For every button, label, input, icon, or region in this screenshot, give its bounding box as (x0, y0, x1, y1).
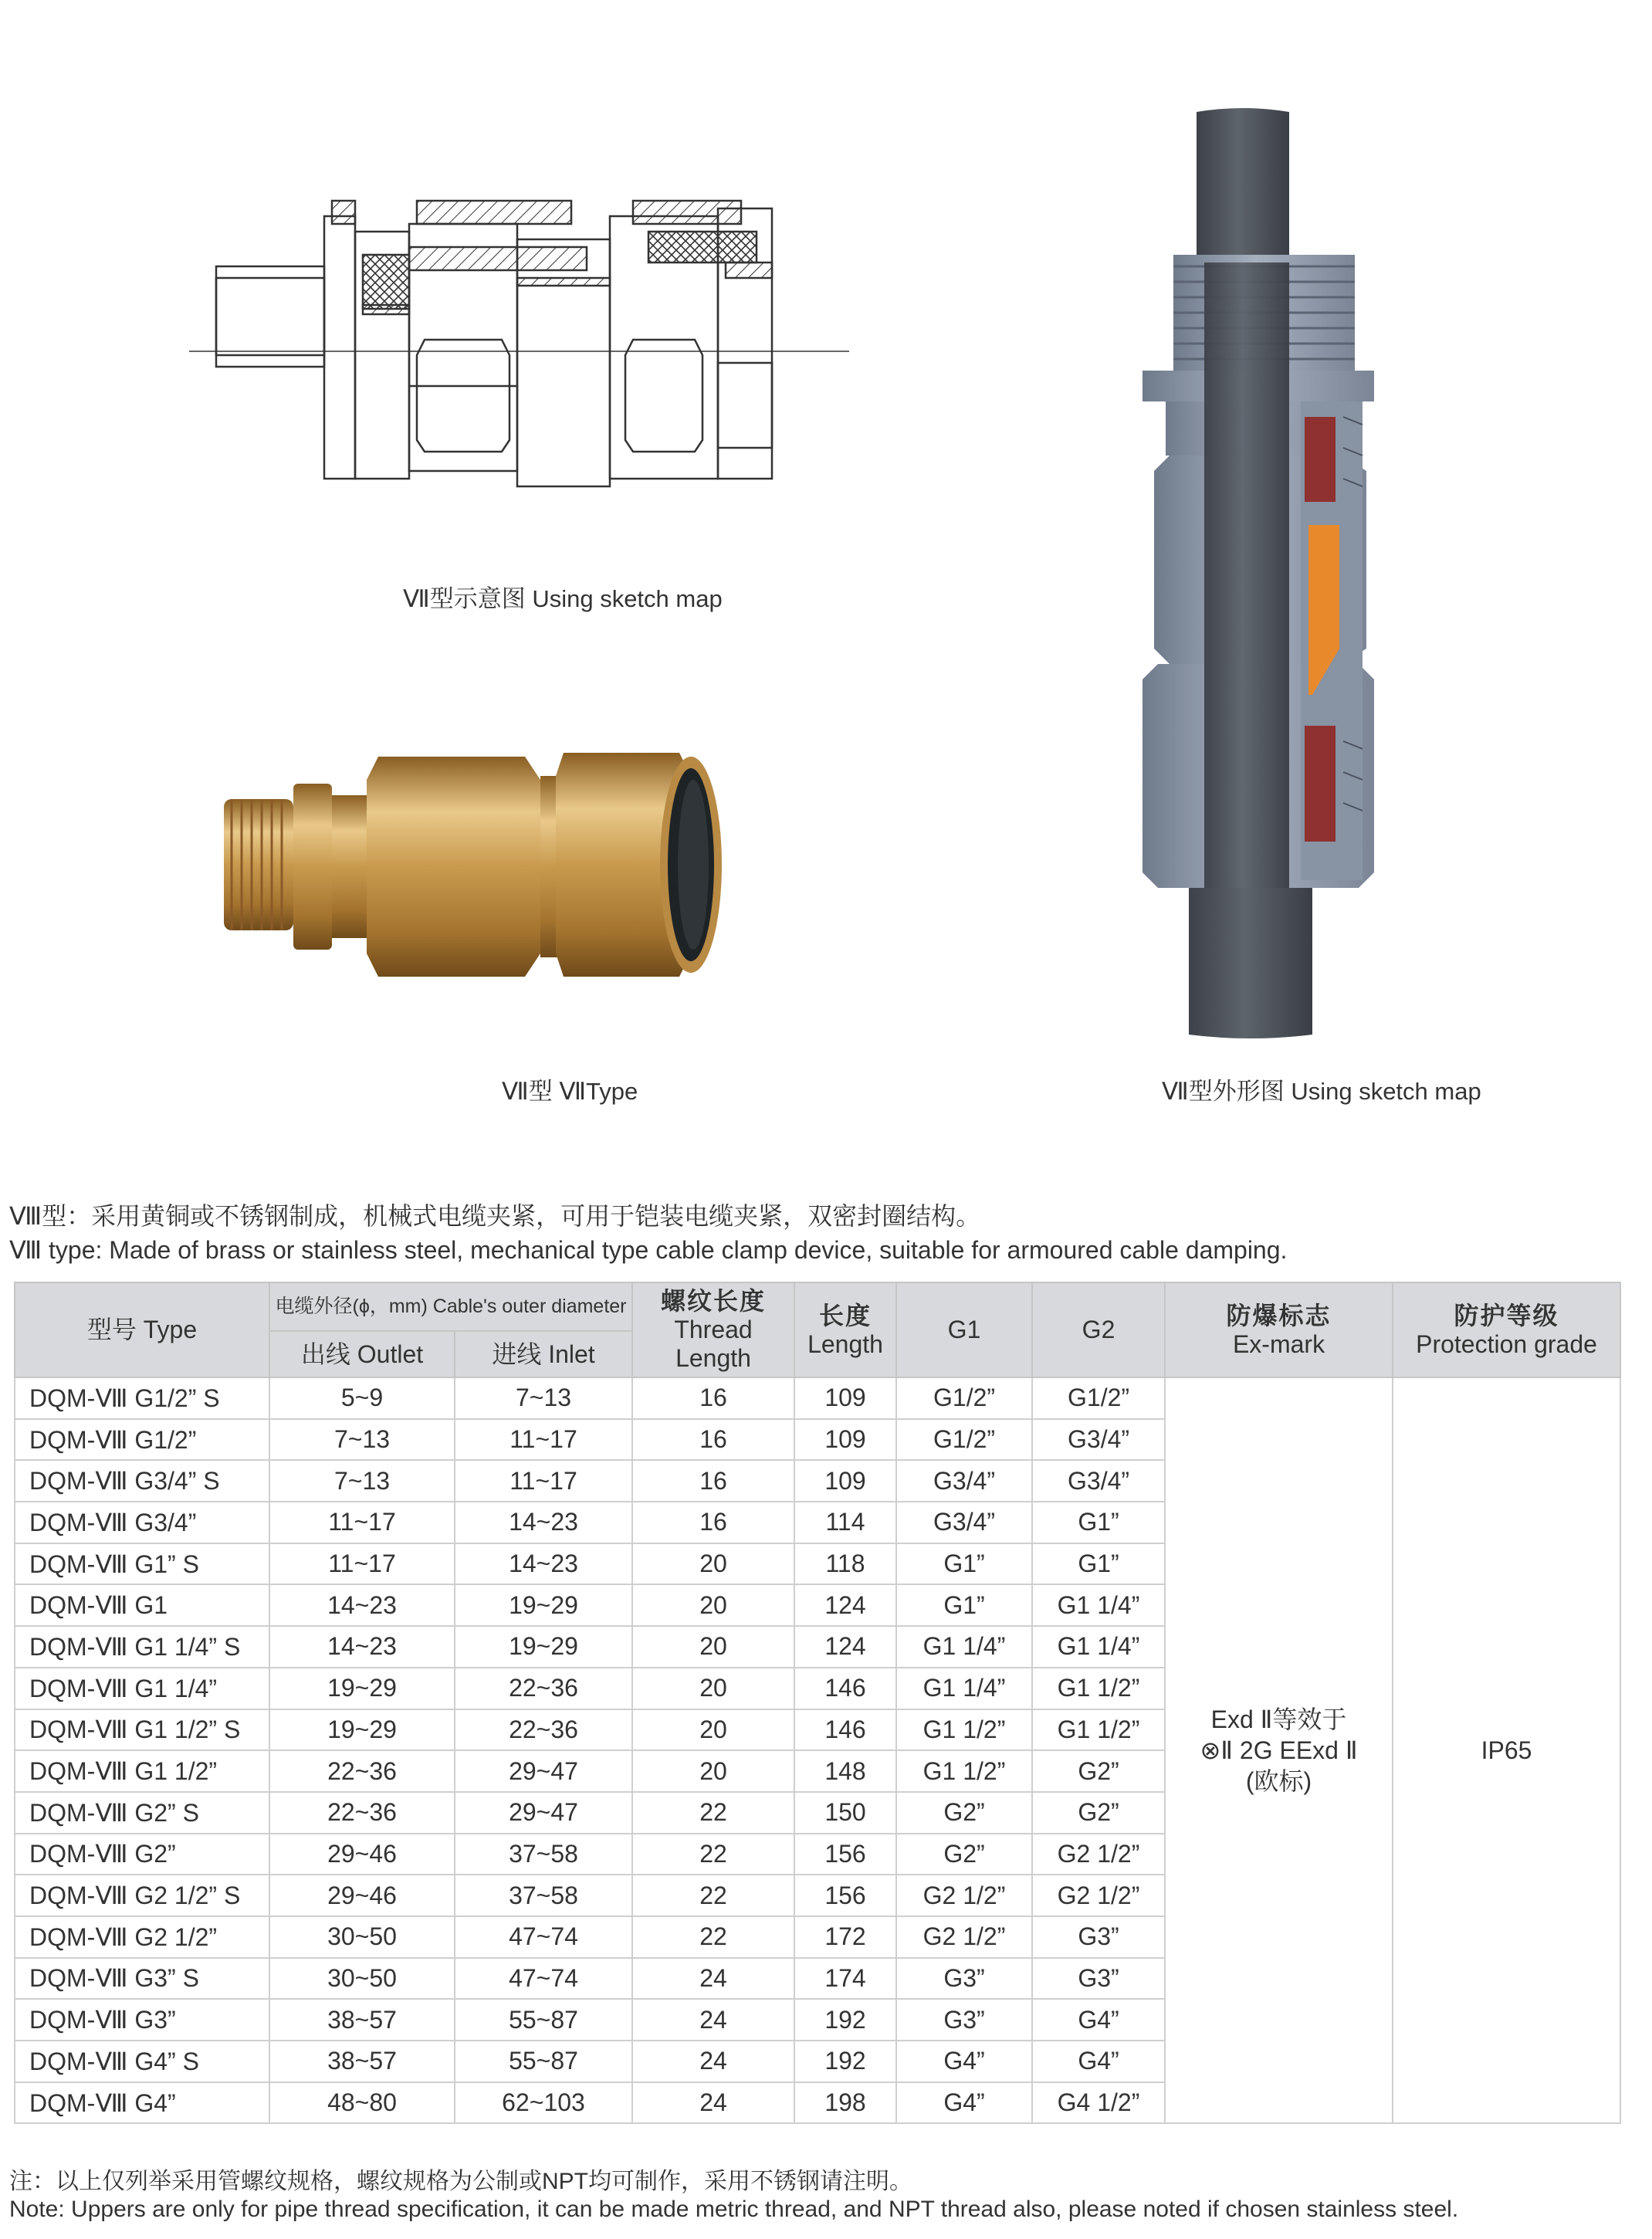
cell-length: 146 (794, 1668, 896, 1709)
cell-thread-length: 16 (632, 1460, 794, 1502)
cell-length: 156 (794, 1875, 896, 1916)
cell-outlet: 7~13 (269, 1419, 455, 1461)
cell-inlet: 14~23 (455, 1543, 632, 1585)
cell-g2: G1 1/2” (1032, 1709, 1165, 1751)
description-zh: Ⅷ型：采用黄铜或不锈钢制成，机械式电缆夹紧，可用于铠装电缆夹紧，双密封圈结构。 (9, 1202, 981, 1230)
cell-type: DQM-Ⅷ G1 1/4” S (15, 1626, 269, 1668)
cell-inlet: 22~36 (455, 1668, 632, 1709)
table-row (15, 1377, 1620, 1419)
cell-type: DQM-Ⅷ G2” S (15, 1792, 269, 1834)
cell-inlet: 7~13 (455, 1377, 632, 1419)
header-ex-mark: 防爆标志 Ex-mark (1165, 1282, 1393, 1377)
cell-length: 114 (794, 1502, 896, 1543)
cell-type: DQM-Ⅷ G1 1/2” (15, 1750, 269, 1792)
cell-outlet: 38~57 (269, 2041, 455, 2082)
cell-g1: G2” (896, 1834, 1032, 1875)
cell-outlet: 30~50 (269, 1916, 455, 1958)
ex-mark-cell (1165, 1377, 1393, 2123)
cell-thread-length: 20 (632, 1626, 794, 1668)
header-cable-diameter: 电缆外径(ϕ，mm) Cable's outer diameter (269, 1282, 632, 1331)
cell-g2: G1/2” (1032, 1377, 1165, 1419)
cell-type: DQM-Ⅷ G3/4” S (15, 1460, 269, 1502)
cell-inlet: 62~103 (455, 2082, 632, 2124)
protection-grade-cell: IP65 (1393, 1377, 1620, 2123)
cell-type: DQM-Ⅷ G1 (15, 1584, 269, 1626)
cell-length: 109 (794, 1377, 896, 1419)
cell-thread-length: 24 (632, 1958, 794, 2000)
cell-inlet: 37~58 (455, 1834, 632, 1875)
cell-length: 109 (794, 1460, 896, 1502)
cell-outlet: 38~57 (269, 1999, 455, 2041)
cell-type: DQM-Ⅷ G2 1/2” S (15, 1875, 269, 1916)
header-length: 长度 Length (794, 1282, 896, 1377)
header-thread-length: 螺纹长度 Thread Length (632, 1282, 794, 1377)
sketch-caption: Ⅶ型示意图 Using sketch map (403, 585, 723, 612)
cell-thread-length: 22 (632, 1916, 794, 1958)
cell-g1: G1” (896, 1543, 1032, 1585)
header-inlet: 进线 Inlet (455, 1331, 632, 1377)
cell-inlet: 47~74 (455, 1916, 632, 1958)
cell-thread-length: 20 (632, 1543, 794, 1585)
cell-inlet: 19~29 (455, 1584, 632, 1626)
note-zh: 注：以上仅列举采用管螺纹规格，螺纹规格为公制或NPT均可制作，采用不锈钢请注明。 (9, 2169, 912, 2194)
header-protection-grade: 防护等级 Protection grade (1393, 1282, 1620, 1377)
cell-g1: G2 1/2” (896, 1875, 1032, 1916)
cell-type: DQM-Ⅷ G3/4” (15, 1502, 269, 1543)
cell-thread-length: 24 (632, 2082, 794, 2124)
cell-g2: G3/4” (1032, 1419, 1165, 1461)
cell-type: DQM-Ⅷ G4” (15, 2082, 269, 2124)
cell-length: 124 (794, 1584, 896, 1626)
cell-type: DQM-Ⅷ G1/2” (15, 1419, 269, 1461)
cell-type: DQM-Ⅷ G1 1/4” (15, 1668, 269, 1709)
cell-g2: G2 1/2” (1032, 1875, 1165, 1916)
cell-outlet: 48~80 (269, 2082, 455, 2124)
cell-length: 146 (794, 1709, 896, 1751)
cell-type: DQM-Ⅷ G2” (15, 1834, 269, 1875)
outline-drawing (1081, 108, 1467, 1042)
cell-g1: G1/2” (896, 1377, 1032, 1419)
cell-thread-length: 16 (632, 1419, 794, 1461)
cell-g1: G3/4” (896, 1460, 1032, 1502)
cell-g2: G4” (1032, 2041, 1165, 2082)
cell-thread-length: 24 (632, 2041, 794, 2082)
cell-inlet: 29~47 (455, 1750, 632, 1792)
cell-thread-length: 20 (632, 1709, 794, 1751)
cell-g2: G3” (1032, 1958, 1165, 2000)
cell-outlet: 11~17 (269, 1502, 455, 1543)
cell-g1: G1/2” (896, 1419, 1032, 1461)
spec-table (14, 1282, 1621, 2124)
cell-g2: G1 1/2” (1032, 1668, 1165, 1709)
cell-g2: G1” (1032, 1502, 1165, 1543)
cell-inlet: 22~36 (455, 1709, 632, 1751)
cell-inlet: 55~87 (455, 2041, 632, 2082)
cell-length: 174 (794, 1958, 896, 2000)
cell-outlet: 19~29 (269, 1709, 455, 1751)
cell-outlet: 29~46 (269, 1875, 455, 1916)
cell-length: 172 (794, 1916, 896, 1958)
ex-mark-line: Exd Ⅱ等效于 (1210, 1706, 1347, 1734)
cell-outlet: 19~29 (269, 1668, 455, 1709)
cell-g1: G1 1/2” (896, 1750, 1032, 1792)
cell-g2: G2 1/2” (1032, 1834, 1165, 1875)
cell-g2: G4 1/2” (1032, 2082, 1165, 2124)
header-outlet: 出线 Outlet (269, 1331, 455, 1377)
note-en: Note: Uppers are only for pipe thread specification, it can be made metric thread, and NPT thread also, please noted if chosen stainless steel. (9, 2197, 1459, 2222)
header-g1: G1 (896, 1282, 1032, 1377)
cell-inlet: 11~17 (455, 1419, 632, 1461)
cell-type: DQM-Ⅷ G3” S (15, 1958, 269, 2000)
cell-g2: G2” (1032, 1750, 1165, 1792)
ex-mark-line: ⊗Ⅱ 2G EExd Ⅱ (1200, 1736, 1358, 1765)
cell-type: DQM-Ⅷ G1” S (15, 1543, 269, 1585)
cell-thread-length: 16 (632, 1502, 794, 1543)
cell-type: DQM-Ⅷ G3” (15, 1999, 269, 2041)
cell-g2: G1” (1032, 1543, 1165, 1585)
cell-length: 118 (794, 1543, 896, 1585)
cell-outlet: 7~13 (269, 1460, 455, 1502)
cell-inlet: 55~87 (455, 1999, 632, 2041)
cell-type: DQM-Ⅷ G1/2” S (15, 1377, 269, 1419)
cell-g1: G3/4” (896, 1502, 1032, 1543)
cell-inlet: 37~58 (455, 1875, 632, 1916)
photo-caption: Ⅶ型 ⅦType (502, 1078, 638, 1105)
cell-g2: G1 1/4” (1032, 1626, 1165, 1668)
brass-gland-photo (216, 722, 834, 1000)
cell-g1: G3” (896, 1999, 1032, 2041)
cell-inlet: 47~74 (455, 1958, 632, 2000)
header-type: 型号 Type (15, 1282, 269, 1377)
sketch-drawing (185, 185, 865, 517)
cell-g2: G1 1/4” (1032, 1584, 1165, 1626)
cell-thread-length: 20 (632, 1584, 794, 1626)
cell-thread-length: 22 (632, 1875, 794, 1916)
cell-length: 156 (794, 1834, 896, 1875)
cell-inlet: 19~29 (455, 1626, 632, 1668)
cell-length: 148 (794, 1750, 896, 1792)
cell-thread-length: 16 (632, 1377, 794, 1419)
cell-thread-length: 22 (632, 1792, 794, 1834)
header-g2: G2 (1032, 1282, 1165, 1377)
cell-g2: G4” (1032, 1999, 1165, 2041)
cell-thread-length: 24 (632, 1999, 794, 2041)
cell-outlet: 22~36 (269, 1792, 455, 1834)
cell-type: DQM-Ⅷ G2 1/2” (15, 1916, 269, 1958)
cell-type: DQM-Ⅷ G4” S (15, 2041, 269, 2082)
cell-type: DQM-Ⅷ G1 1/2” S (15, 1709, 269, 1751)
cell-g1: G1 1/4” (896, 1668, 1032, 1709)
cell-length: 192 (794, 2041, 896, 2082)
cell-inlet: 14~23 (455, 1502, 632, 1543)
cell-thread-length: 22 (632, 1834, 794, 1875)
cell-outlet: 11~17 (269, 1543, 455, 1585)
cell-length: 150 (794, 1792, 896, 1834)
cell-length: 192 (794, 1999, 896, 2041)
cell-thread-length: 20 (632, 1668, 794, 1709)
cell-outlet: 14~23 (269, 1584, 455, 1626)
cell-g2: G2” (1032, 1792, 1165, 1834)
cell-g1: G1 1/4” (896, 1626, 1032, 1668)
cell-g2: G3/4” (1032, 1460, 1165, 1502)
cell-g1: G2 1/2” (896, 1916, 1032, 1958)
cell-g1: G4” (896, 2041, 1032, 2082)
cell-g1: G4” (896, 2082, 1032, 2124)
cell-outlet: 5~9 (269, 1377, 455, 1419)
outline-caption: Ⅶ型外形图 Using sketch map (1162, 1078, 1481, 1105)
cell-outlet: 29~46 (269, 1834, 455, 1875)
cell-g2: G3” (1032, 1916, 1165, 1958)
cell-g1: G1” (896, 1584, 1032, 1626)
cell-g1: G1 1/2” (896, 1709, 1032, 1751)
cell-length: 198 (794, 2082, 896, 2124)
cell-g1: G3” (896, 1958, 1032, 2000)
cell-inlet: 11~17 (455, 1460, 632, 1502)
cell-outlet: 30~50 (269, 1958, 455, 2000)
cell-outlet: 22~36 (269, 1750, 455, 1792)
cell-length: 124 (794, 1626, 896, 1668)
cell-length: 109 (794, 1419, 896, 1461)
cell-thread-length: 20 (632, 1750, 794, 1792)
cell-outlet: 14~23 (269, 1626, 455, 1668)
cell-inlet: 29~47 (455, 1792, 632, 1834)
ex-mark-line: (欧标) (1245, 1767, 1312, 1796)
cell-g1: G2” (896, 1792, 1032, 1834)
description-en: Ⅷ type: Made of brass or stainless steel, mechanical type cable clamp device, suitable for armoured cable damping. (9, 1236, 1288, 1264)
